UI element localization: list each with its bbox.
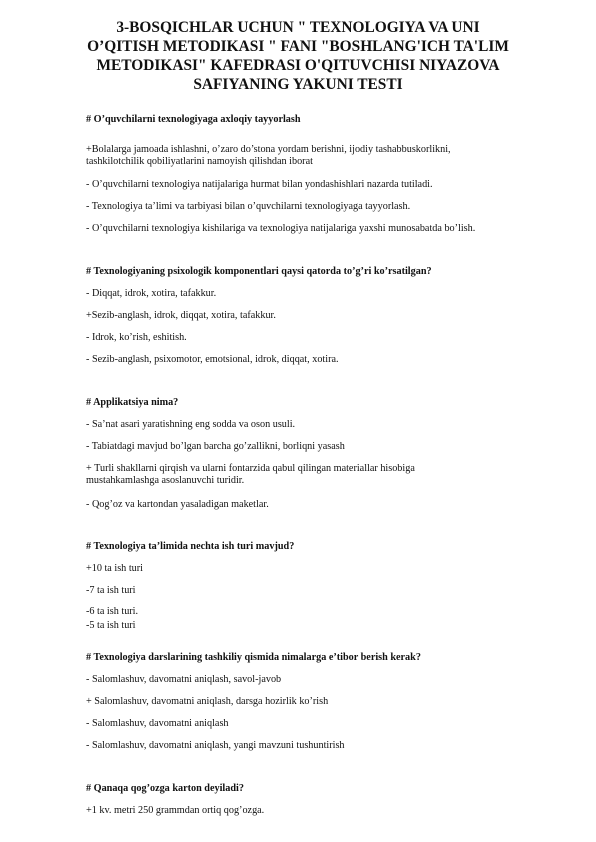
answer-option: - O’quvchilarni texnologiya kishilariga va texnologiya natijalariga yaxshi munosabatda bo’lish.: [86, 223, 476, 234]
answer-option: +10 ta ish turi: [86, 563, 143, 574]
answer-option: -7 ta ish turi: [86, 585, 136, 596]
title-line: O’QITISH METODIKASI " FANI "BOSHLANG'ICH TA'LIM: [87, 38, 509, 55]
question-heading: # Texnologiyaning psixologik komponentlari qaysi qatorda to’g’ri ko’rsatilgan?: [86, 266, 432, 277]
answer-option: [86, 144, 526, 168]
answer-option: +1 kv. metri 250 grammdan ortiq qog’ozga.: [86, 805, 265, 816]
answer-option: -6 ta ish turi.: [86, 606, 139, 617]
answer-option: + Salomlashuv, davomatni aniqlash, darsga hozirlik ko’rish: [86, 696, 329, 707]
question-heading: # Texnologiya ta’limida nechta ish turi mavjud?: [86, 541, 295, 552]
answer-option: - Salomlashuv, davomatni aniqlash, yangi mavzuni tushuntirish: [86, 740, 345, 751]
title-line: METODIKASI" KAFEDRASI O'QITUVCHISI NIYAZOVA: [96, 57, 500, 74]
question-heading: # O’quvchilarni texnologiyaga axloqiy tayyorlash: [86, 114, 301, 125]
title-line: SAFIYANING YAKUNI TESTI: [193, 76, 403, 93]
answer-option: - Texnologiya ta’limi va tarbiyasi bilan o’quvchilarni texnologiyaga tayyorlash.: [86, 201, 411, 212]
question-heading: # Applikatsiya nima?: [86, 397, 179, 408]
document-title: [70, 18, 526, 94]
answer-option: -5 ta ish turi: [86, 620, 136, 631]
answer-line: mustahkamlashga asoslanuvchi turidir.: [86, 475, 245, 486]
title-line: 3-BOSQICHLAR UCHUN " TEXNOLOGIYA VA UNI: [116, 19, 480, 36]
answer-option: - Tabiatdagi mavjud bo’lgan barcha go’zallikni, borliqni yasash: [86, 441, 345, 452]
answer-line: +Bolalarga jamoada ishlashni, o’zaro do’stona yordam berishni, ijodiy tashabbuskorlikni,: [86, 144, 451, 155]
answer-option: - Idrok, ko’rish, eshitish.: [86, 332, 187, 343]
question-heading: # Texnologiya darslarining tashkiliy qismida nimalarga e’tibor berish kerak?: [86, 652, 421, 663]
answer-option: - Sezib-anglash, psixomotor, emotsional, idrok, diqqat, xotira.: [86, 354, 339, 365]
question-heading: # Qanaqa qog’ozga karton deyiladi?: [86, 783, 244, 794]
answer-option: - Diqqat, idrok, xotira, tafakkur.: [86, 288, 217, 299]
answer-line: tashkilotchilik qobiliyatlarini namoyish qilishdan iborat: [86, 156, 313, 167]
answer-option: - O’quvchilarni texnologiya natijalariga hurmat bilan yondashishlari nazarda tutiladi.: [86, 179, 433, 190]
answer-option: +Sezib-anglash, idrok, diqqat, xotira, tafakkur.: [86, 310, 276, 321]
answer-line: + Turli shakllarni qirqish va ularni fontarzida qabul qilingan materiallar hisobiga: [86, 463, 415, 474]
answer-option: [86, 463, 526, 487]
answer-option: - Sa’nat asari yaratishning eng sodda va oson usuli.: [86, 419, 296, 430]
answer-option: - Qog’oz va kartondan yasaladigan maketlar.: [86, 499, 269, 510]
answer-option: - Salomlashuv, davomatni aniqlash, savol-javob: [86, 674, 282, 685]
answer-option: - Salomlashuv, davomatni aniqlash: [86, 718, 229, 729]
